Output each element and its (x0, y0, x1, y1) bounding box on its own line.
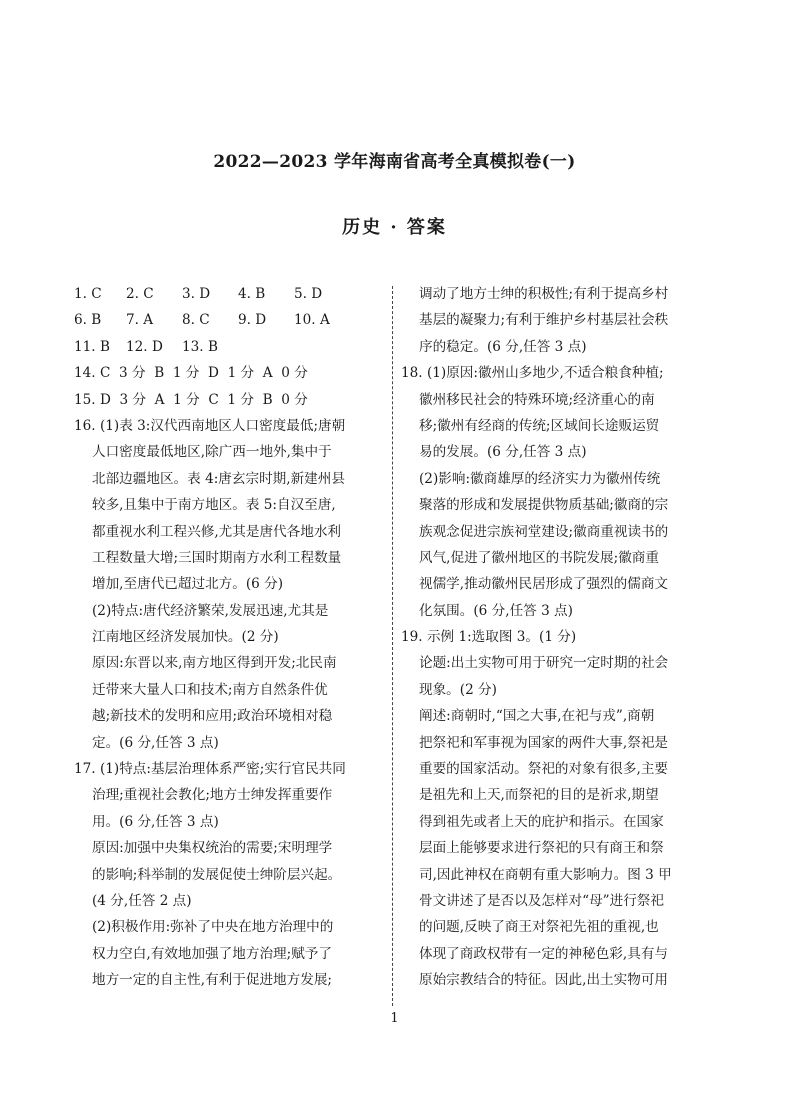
scored-choice-answers (74, 360, 386, 413)
text-line: 地方一定的自主性,有利于促进地方发展; (92, 972, 332, 989)
answer-item: 7. A (126, 312, 154, 329)
text-line: 的影响;科举制的发展促使士绅阶层兴起。 (92, 866, 342, 883)
answer-item: 10. A (294, 312, 330, 329)
text-line: 越;新技术的发明和应用;政治环境相对稳 (92, 708, 333, 725)
text-line: 权力空白,有效地加强了地方治理;赋予了 (92, 945, 332, 962)
text-line: 移;徽州有经商的传统;区域间长途贩运贸 (419, 417, 660, 434)
scored-answer-row: 14. C 3 分 B 1 分 D 1 分 A 0 分 (74, 365, 308, 382)
text-line: (2)影响:徽商雄厚的经济实力为徽州传统 (419, 470, 661, 487)
answer-item: 1. C (74, 286, 102, 302)
text-line: 体现了商政权带有一定的神秘色彩,具有与 (419, 945, 669, 962)
text-line: 风气,促进了徽州地区的书院发展;徽商重 (419, 549, 659, 566)
text-line: 得到祖先或者上天的庇护和指示。在国家 (419, 813, 664, 830)
text-line: 较多,且集中于南方地区。表 5:自汉至唐, (92, 497, 336, 514)
text-line: 层面上能够要求进行祭祀的只有商王和祭 (419, 840, 664, 857)
text-line: 16. (1)表 3:汉代西南地区人口密度最低;唐朝 (74, 417, 346, 434)
scored-answer-row: 15. D 3 分 A 1 分 C 1 分 B 0 分 (74, 391, 308, 408)
answer-row (74, 307, 386, 333)
answer-item: 11. B (74, 338, 110, 355)
text-line: 江南地区经济发展加快。(2 分) (92, 629, 279, 646)
answer-row (74, 334, 386, 360)
text-line: 论题:出土实物可用于研究一定时期的社会 (419, 655, 669, 672)
text-line: (2)积极作用:弥补了中央在地方治理中的 (92, 919, 334, 936)
text-line: 17. (1)特点:基层治理体系严密;实行官民共同 (74, 761, 346, 778)
answer-item: 9. D (238, 312, 267, 329)
answer-item: 5. D (294, 286, 323, 302)
left-column-text (74, 413, 386, 994)
page-title: 2022—2023 学年海南省高考全真模拟卷(一) (213, 152, 576, 172)
left-column (74, 281, 386, 994)
text-line: 易的发展。(6 分,任答 3 点) (419, 444, 587, 461)
answer-item: 3. D (182, 286, 211, 302)
text-line: 聚落的形成和发展提供物质基础;徽商的宗 (419, 497, 669, 514)
answer-item: 2. C (126, 286, 154, 302)
answer-item: 6. B (74, 312, 102, 329)
text-line: 治理;重视社会教化;地方士绅发挥重要作 (92, 787, 333, 804)
text-line: 司,因此神权在商朝有重大影响力。图 3 甲 (419, 866, 672, 883)
text-line: (2)特点:唐代经济繁荣,发展迅速,尤其是 (92, 602, 329, 619)
right-column (401, 281, 714, 994)
text-line: 19. 示例 1:选取图 3。(1 分) (401, 629, 577, 646)
text-line: 工程数量大增;三国时期南方水利工程数量 (92, 549, 342, 566)
page-subtitle: 历史 · 答案 (342, 217, 447, 238)
text-line: 都重视水利工程兴修,尤其是唐代各地水利 (92, 523, 342, 540)
text-line: 基层的凝聚力;有利于维护乡村基层社会秩 (419, 312, 669, 329)
text-line: 迁带来大量人口和技术;南方自然条件优 (92, 681, 328, 698)
text-line: 徽州移民社会的特殊环境;经济重心的南 (419, 391, 655, 408)
text-line: 阐述:商朝时,“国之大事,在祀与戎”,商朝 (419, 708, 655, 725)
text-line: 18. (1)原因:徽州山多地少,不适合粮食种植; (401, 365, 664, 382)
text-line: 原始宗教结合的特征。因此,出土实物可用 (419, 972, 669, 989)
text-line: 重要的国家活动。祭祀的对象有很多,主要 (419, 761, 669, 778)
text-line: 增加,至唐代已超过北方。(6 分) (92, 576, 284, 593)
answer-item: 13. B (182, 338, 218, 355)
answer-item: 8. C (182, 312, 210, 329)
text-line: 北部边疆地区。表 4:唐玄宗时期,新建州县 (92, 470, 345, 487)
text-line: 视儒学,推动徽州民居形成了强烈的儒商文 (419, 576, 669, 593)
text-line: 原因:东晋以来,南方地区得到开发;北民南 (92, 655, 337, 672)
text-line: 骨文讲述了是否以及怎样对“母”进行祭祀 (419, 892, 664, 909)
text-line: 调动了地方士绅的积极性;有利于提高乡村 (419, 286, 669, 302)
text-line: 原因:加强中央集权统治的需要;宋明理学 (92, 840, 333, 857)
text-line: 人口密度最低地区,除广西一地外,集中于 (92, 444, 332, 461)
answer-item: 12. D (126, 338, 163, 355)
text-line: 用。(6 分,任答 3 点) (92, 813, 219, 830)
text-line: 族观念促进宗族祠堂建设;徽商重视读书的 (419, 523, 669, 540)
text-line: 是祖先和上天,而祭祀的目的是祈求,期望 (419, 787, 659, 804)
column-divider (392, 286, 393, 1006)
answer-row (74, 281, 386, 307)
text-line: 的问题,反映了商王对祭祀先祖的重视,也 (419, 919, 659, 936)
text-line: 化氛围。(6 分,任答 3 点) (419, 602, 573, 619)
text-line: 序的稳定。(6 分,任答 3 点) (419, 338, 587, 355)
text-line: 把祭祀和军事视为国家的两件大事,祭祀是 (419, 734, 669, 751)
right-column-text (401, 281, 714, 994)
page-number: 1 (390, 1011, 399, 1026)
answer-item: 4. B (238, 286, 266, 302)
text-line: 定。(6 分,任答 3 点) (92, 734, 219, 751)
text-line: (4 分,任答 2 点) (92, 892, 192, 909)
text-line: 现象。(2 分) (419, 681, 497, 698)
multiple-choice-answers (74, 281, 386, 360)
